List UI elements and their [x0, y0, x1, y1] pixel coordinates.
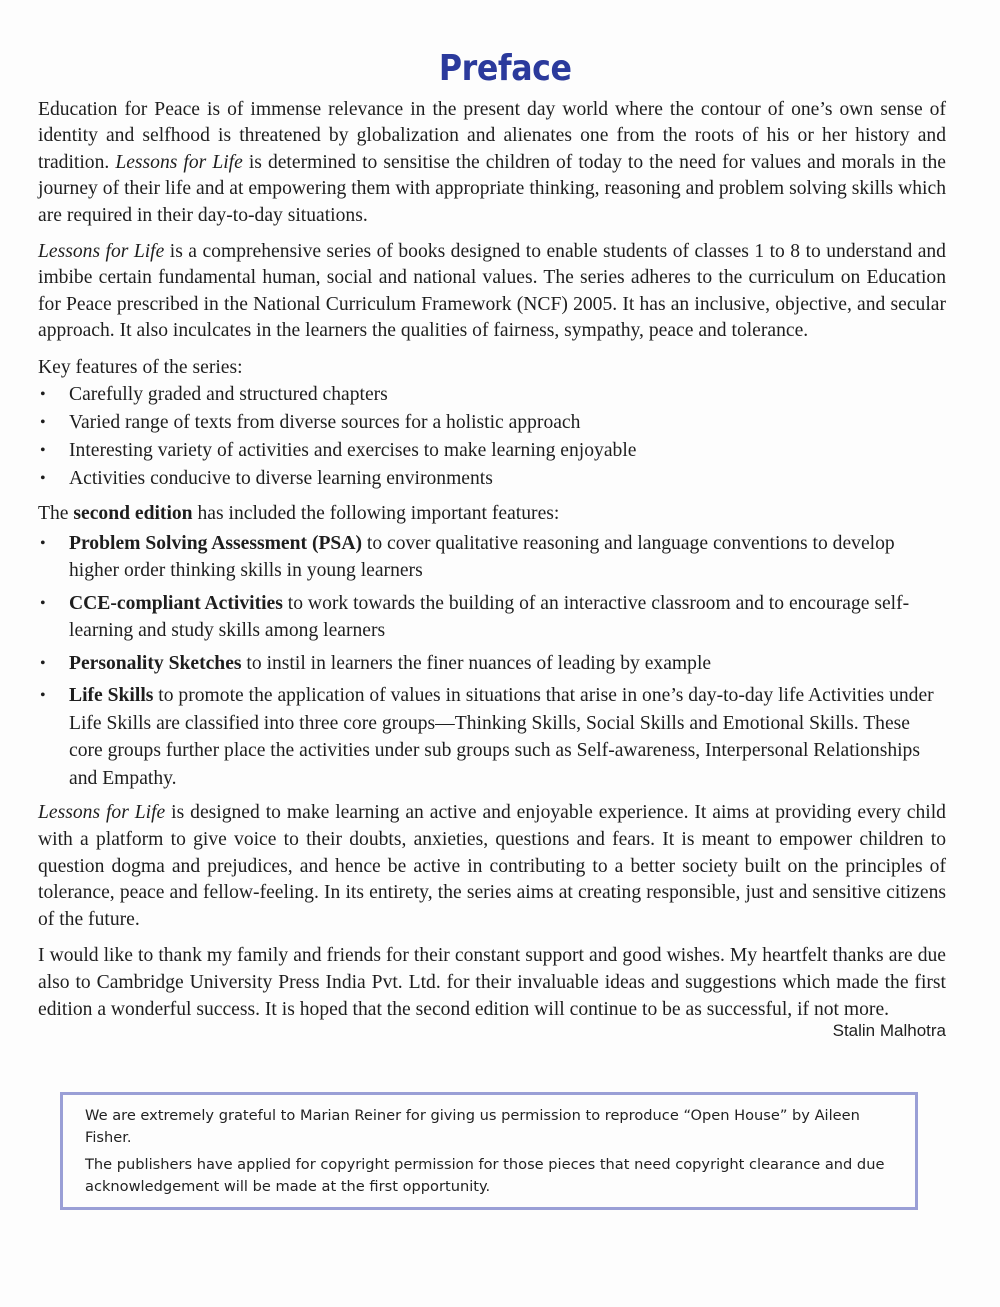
- key-feature-item: • Interesting variety of activities and exercises to make learning enjoyable: [38, 437, 946, 465]
- key-features-heading: Key features of the series:: [38, 356, 243, 378]
- key-feature-item: • Varied range of texts from diverse sources for a holistic approach: [38, 409, 946, 437]
- page-title: Preface: [438, 48, 572, 89]
- bullet-icon: •: [40, 386, 46, 404]
- bullet-icon: •: [40, 442, 46, 460]
- series-title-italic: Lessons for Life: [115, 151, 243, 173]
- second-edition-features-list: [38, 530, 946, 793]
- copyright-notice: The publishers have applied for copyright permission for those pieces that need copyright clearance and due acknowledgement will be made at the first opportunity.: [85, 1156, 885, 1195]
- aims-paragraph: Lessons for Life is designed to make learning an active and enjoyable experience. It aims at providing every child with a platform to give voice to their doubts, anxieties, questions and fears. It is meant to empower children to question dogma and prejudices, and hence be active in contributing to a better society built on the principles of tolerance, peace and fellow-feeling. In its entirety, the series aims at creating responsible, just and sensitive citizens of the future.: [38, 802, 946, 930]
- second-edition-heading: The second edition has included the following important features:: [38, 503, 560, 525]
- bullet-icon: •: [40, 687, 46, 705]
- feature-item-personality-sketches: • Personality Sketches to instil in learners the finer nuances of leading by example: [38, 650, 946, 678]
- bullet-icon: •: [40, 470, 46, 488]
- permission-notice: We are extremely grateful to Marian Reiner for giving us permission to reproduce “Open House” by Aileen Fisher.: [85, 1107, 860, 1146]
- key-features-list: [38, 381, 946, 493]
- bullet-icon: •: [40, 414, 46, 432]
- intro-paragraph: [38, 97, 946, 229]
- bullet-icon: •: [40, 594, 46, 612]
- second-edition-bold: second edition: [73, 503, 193, 525]
- series-title-italic: Lessons for Life: [38, 241, 165, 263]
- intro-text-part2: is determined to sensitise the children of today to the need for values and morals in the journey of their life and at empowering them with appropriate thinking, reasoning and problem solving skills which are required in their day-to-day situations.: [38, 151, 947, 226]
- intro-text-part1: Education for Peace is of immense relevance in the present day world where the contour of one’s own sense of identity and selfhood is threatened by globalization and alienates one from the roots of his or her history and tradition.: [38, 99, 946, 173]
- feature-item-life-skills: • Life Skills to promote the application of values in situations that arise in one’s day-to-day life Activities under Life Skills are classified into three core groups—Thinking Skills, Social Skills and Emotional Skills. These core groups further place the activities under sub groups such as Self-awareness, Interpersonal Relationships and Empathy.: [38, 682, 946, 792]
- series-description-paragraph: [38, 239, 946, 345]
- acknowledgement-paragraph: I would like to thank my family and friends for their constant support and good wishes. My heartfelt thanks are due also to Cambridge University Press India Pvt. Ltd. for their invaluable ideas and suggestions which made the first edition a wonderful success. It is hoped that the second edition will continue to be as successful, if not more.: [38, 945, 946, 1020]
- author-signature: Stalin Malhotra: [832, 1021, 946, 1041]
- bullet-icon: •: [40, 654, 46, 672]
- feature-item-psa: • Problem Solving Assessment (PSA) to cover qualitative reasoning and language conventions to develop higher order thinking skills in young learners: [38, 530, 946, 585]
- bullet-icon: •: [40, 534, 46, 552]
- copyright-notice-box: [60, 1092, 918, 1210]
- series-description-text: is a comprehensive series of books designed to enable students of classes 1 to 8 to understand and imbibe certain fundamental human, social and national values. The series adheres to the curriculum on Education for Peace prescribed in the National Curriculum Framework (NCF) 2005. It has an inclusive, objective, and secular approach. It also inculcates in the learners the qualities of fairness, sympathy, peace and tolerance.: [38, 241, 946, 342]
- key-feature-item: • Carefully graded and structured chapters: [38, 381, 946, 409]
- key-feature-item: • Activities conducive to diverse learning environments: [38, 465, 946, 493]
- series-title-italic: Lessons for Life: [38, 802, 166, 824]
- preface-page: [38, 48, 946, 1041]
- feature-item-cce: • CCE-compliant Activities to work towards the building of an interactive classroom and to encourage self-learning and study skills among learners: [38, 590, 946, 645]
